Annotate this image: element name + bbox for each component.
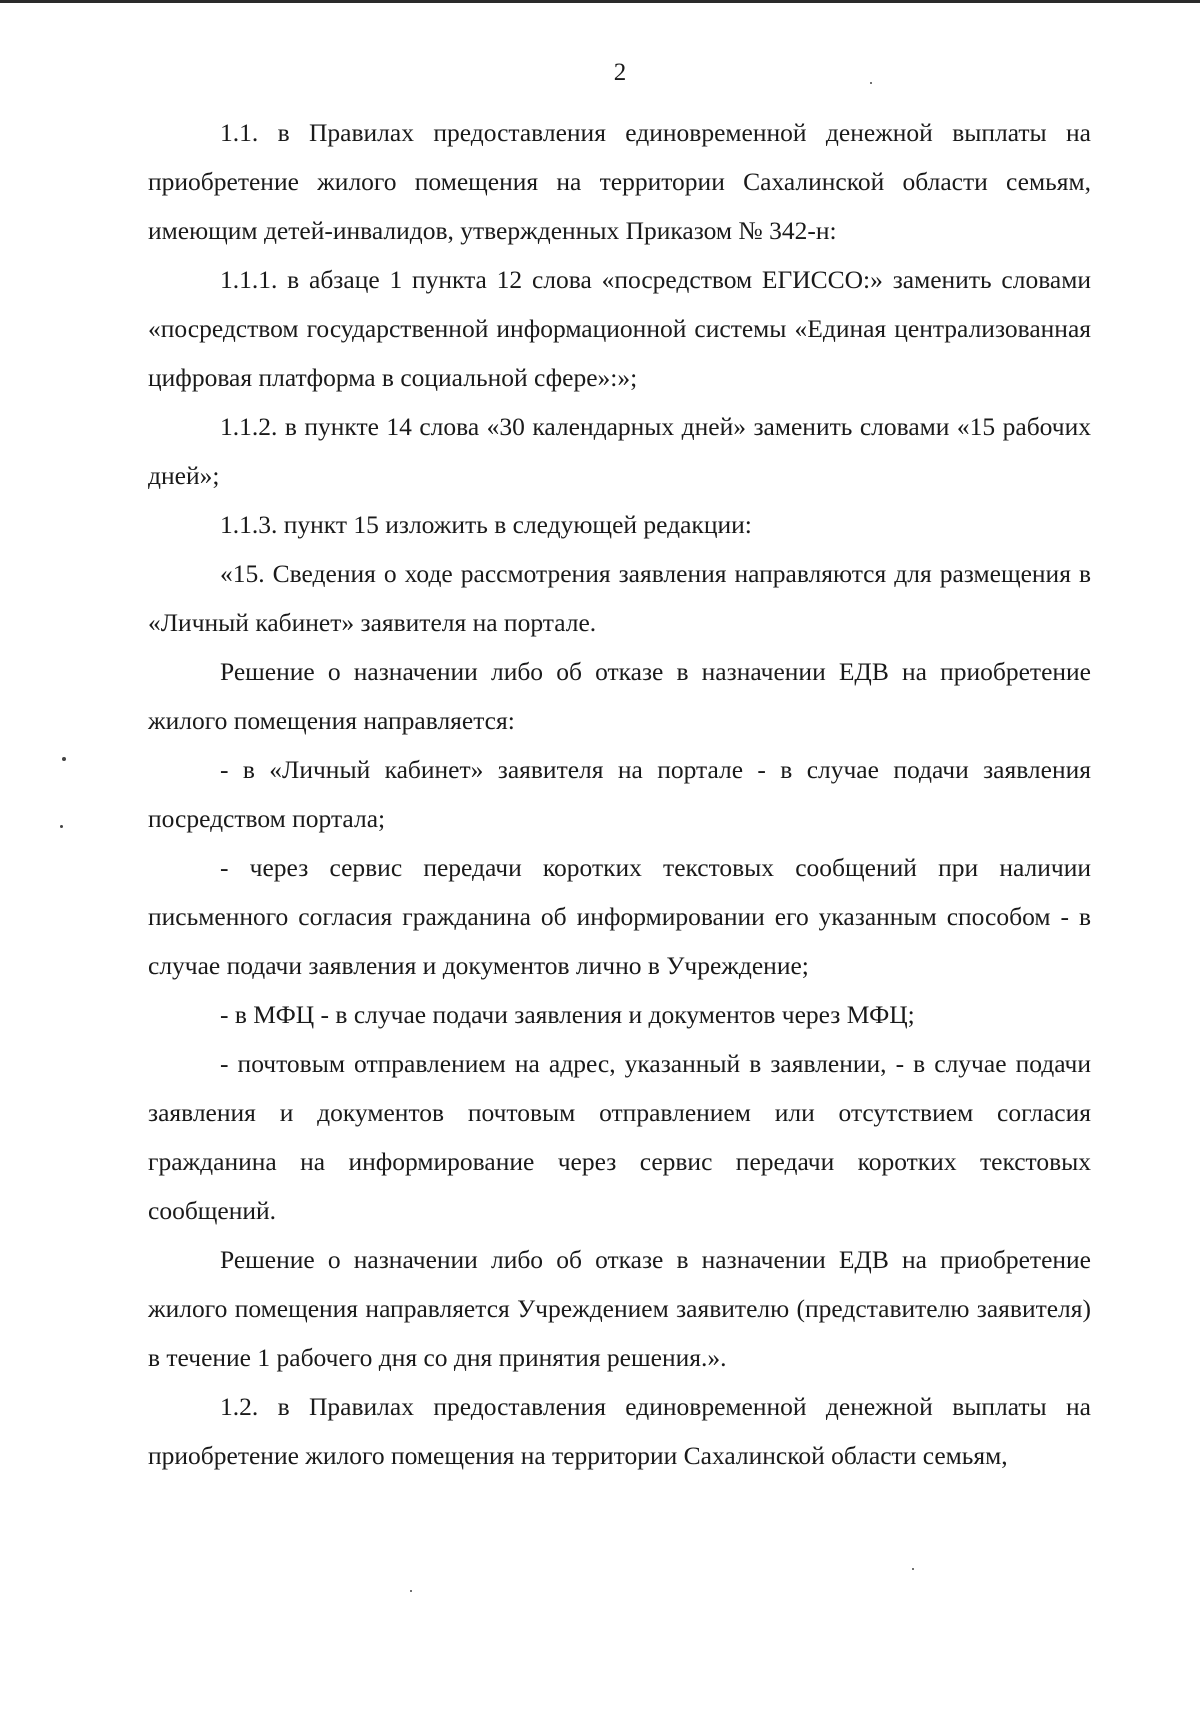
scan-speck (62, 757, 66, 761)
scan-speck (410, 1590, 412, 1592)
top-border-line (0, 0, 1200, 3)
scan-speck (912, 1568, 914, 1570)
paragraph-1-1-3: 1.1.3. пункт 15 изложить в следующей редакции: (220, 510, 752, 539)
paragraph-1-1-1: 1.1.1. в абзаце 1 пункта 12 слова «посредством ЕГИССО:» заменить словами «посредством государственной информационной системы «Единая централизованная цифровая платформа в социальной сфере»:»; (148, 265, 1091, 392)
paragraph-1-1-2: 1.1.2. в пункте 14 слова «30 календарных дней» заменить словами «15 рабочих дней»; (148, 412, 1091, 490)
list-item-postal: - почтовым отправлением на адрес, указанный в заявлении, - в случае подачи заявления и документов почтовым отправлением или отсутствием согласия гражданина на информирование через сервис передачи коротких текстовых сообщений. (148, 1049, 1091, 1225)
paragraph-decision-sent: Решение о назначении либо об отказе в назначении ЕДВ на приобретение жилого помещения направляется: (148, 657, 1091, 735)
paragraph-item-15: «15. Сведения о ходе рассмотрения заявления направляются для размещения в «Личный кабинет» заявителя на портале. (148, 559, 1091, 637)
document-body (148, 108, 1091, 1480)
list-item-personal-cabinet: - в «Личный кабинет» заявителя на портале - в случае подачи заявления посредством портала; (148, 755, 1091, 833)
paragraph-1-1: 1.1. в Правилах предоставления единовременной денежной выплаты на приобретение жилого помещения на территории Сахалинской области семьям, имеющим детей-инвалидов, утвержденных Приказом № 342-н: (148, 118, 1091, 245)
list-item-mfc: - в МФЦ - в случае подачи заявления и документов через МФЦ; (220, 1000, 915, 1029)
scan-speck (60, 825, 63, 828)
list-item-sms-service: - через сервис передачи коротких текстовых сообщений при наличии письменного согласия гражданина об информировании его указанным способом - в случае подачи заявления и документов лично в Учреждение; (148, 853, 1091, 980)
page-number: 2 (613, 59, 627, 86)
scan-speck (870, 82, 872, 84)
paragraph-decision-deadline: Решение о назначении либо об отказе в назначении ЕДВ на приобретение жилого помещения направляется Учреждением заявителю (представителю заявителя) в течение 1 рабочего дня со дня принятия решения.». (148, 1245, 1091, 1372)
paragraph-1-2: 1.2. в Правилах предоставления единовременной денежной выплаты на приобретение жилого помещения на территории Сахалинской области семьям, (148, 1392, 1091, 1470)
